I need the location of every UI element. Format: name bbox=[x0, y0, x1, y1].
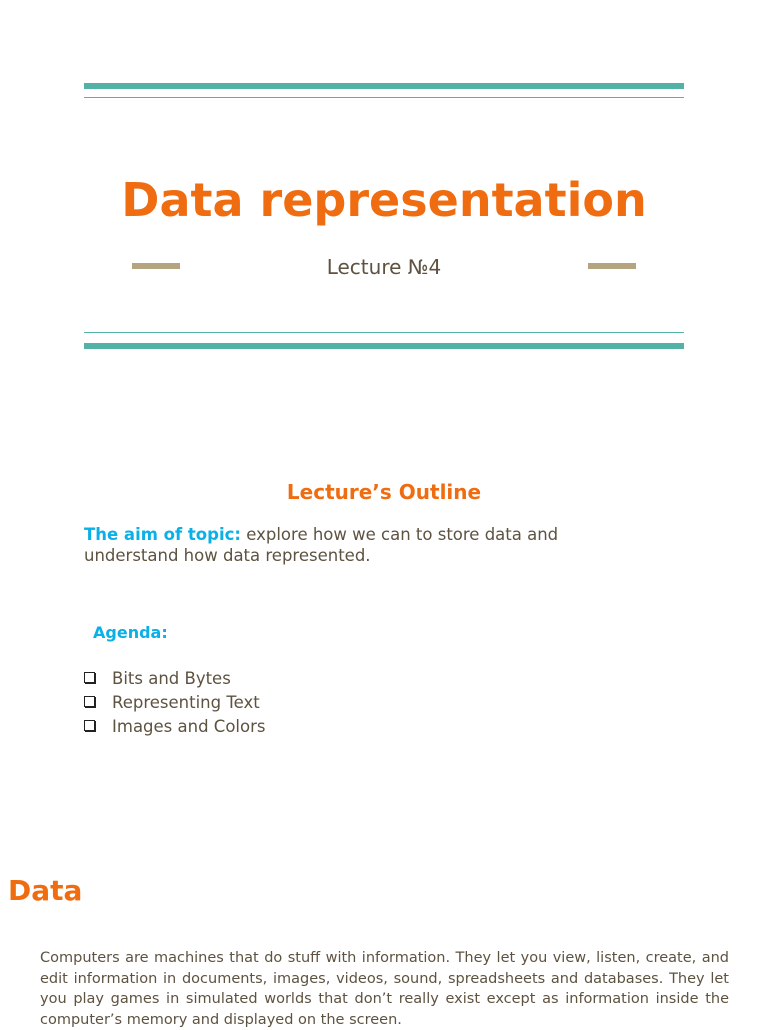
data-heading: Data bbox=[8, 874, 83, 907]
agenda-item-label: Images and Colors bbox=[112, 717, 266, 736]
top-thick-rule bbox=[84, 83, 684, 89]
aim-paragraph bbox=[84, 524, 644, 566]
agenda-label: Agenda: bbox=[93, 623, 168, 642]
top-thin-rule bbox=[84, 97, 684, 98]
agenda-item-label: Representing Text bbox=[112, 693, 260, 712]
aim-label: The aim of topic: bbox=[84, 525, 241, 544]
checkbox-bullet-icon bbox=[84, 696, 95, 707]
slide-subtitle: Lecture №4 bbox=[326, 255, 442, 279]
checkbox-bullet-icon bbox=[84, 720, 95, 731]
outline-heading: Lecture’s Outline bbox=[286, 480, 482, 504]
data-body-text: Computers are machines that do stuff with information. They let you view, listen, create, and edit information in documents, images, videos, sound, spreadsheets and databases. They let you play games in simulated worlds that don’t really exist except as information inside the computer’s memory and displayed on the screen. bbox=[40, 950, 729, 1028]
list-item bbox=[84, 667, 265, 691]
checkbox-bullet-icon bbox=[84, 672, 95, 683]
slide-title: Data representation bbox=[121, 173, 647, 227]
agenda-item-label: Bits and Bytes bbox=[112, 669, 231, 688]
bottom-thick-rule bbox=[84, 343, 684, 349]
bottom-thin-rule bbox=[84, 332, 684, 333]
list-item bbox=[84, 715, 265, 739]
right-dash-decoration bbox=[588, 263, 636, 269]
agenda-list bbox=[84, 667, 265, 739]
list-item bbox=[84, 691, 265, 715]
aim-text: explore how we can to store data and understand how data represented. bbox=[84, 525, 559, 565]
